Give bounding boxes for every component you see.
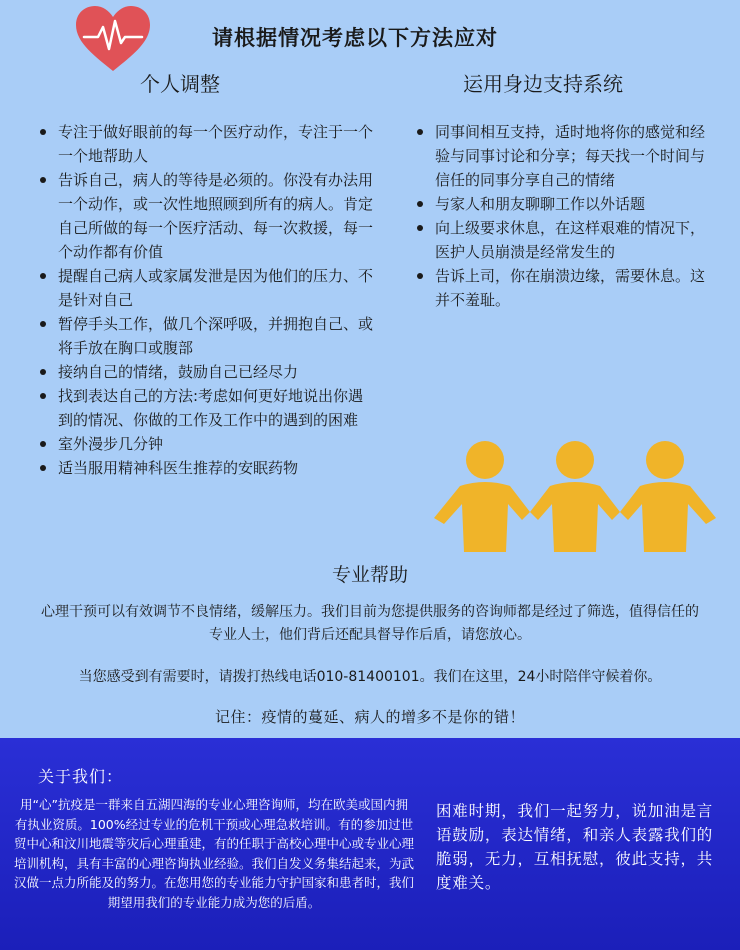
list-item: 专注于做好眼前的每一个医疗动作，专注于一个一个地帮助人 (36, 120, 376, 168)
list-item: 同事间相互支持，适时地将你的感觉和经验与同事讨论和分享；每天找一个时间与信任的同事分享自己的情绪 (413, 120, 713, 192)
list-item: 提醒自己病人或家属发泄是因为他们的压力、不是针对自己 (36, 264, 376, 312)
list-item: 室外漫步几分钟 (36, 432, 376, 456)
reminder-text: 记住：疫情的蔓延、病人的增多不是你的错！ (214, 708, 525, 726)
list-item: 找到表达自己的方法:考虑如何更好地说出你遇到的情况、你做的工作及工作中的遇到的困难 (36, 384, 376, 432)
about-section (0, 738, 740, 950)
list-item: 适当服用精神科医生推荐的安眠药物 (36, 456, 376, 480)
list-item: 暂停手头工作，做几个深呼吸，并拥抱自己、或将手放在胸口或腹部 (36, 312, 376, 360)
hotline-paragraph: 当您感受到有需要时，请拨打热线电话010-81400101。我们在这里，24小时陪伴守候着你。 (78, 669, 662, 685)
support-list (413, 120, 713, 312)
about-text: 用“心”抗疫是一群来自五湖四海的专业心理咨询师，均在欧美或国内拥有执业资质。100%经过专业的危机干预或心理急救培训。有的参加过世贸中心和汶川地震等灾后心理重建，有的任职于高校心理中心或专业心理培训机构，具有丰富的心理咨询执业经验。我们自发义务集结起来，为武汉做一点力所能及的努力。在您用您的专业能力守护国家和患者时，我们期望用我们的专业能力成为您的后盾。 (14, 797, 415, 910)
support-heading: 运用身边支持系统 (463, 72, 623, 96)
list-item: 与家人和朋友聊聊工作以外话题 (413, 192, 713, 216)
list-item: 向上级要求休息，在这样艰难的情况下，医护人员崩溃是经常发生的 (413, 216, 713, 264)
list-item: 告诉上司，你在崩溃边缘，需要休息。这并不羞耻。 (413, 264, 713, 312)
professional-paragraph: 心理干预可以有效调节不良情绪，缓解压力。我们目前为您提供服务的咨询师都是经过了筛选，值得信任的专业人士，他们背后还配具督导作后盾，请您放心。 (41, 604, 699, 643)
page-title: 请根据情况考虑以下方法应对 (212, 26, 498, 50)
slogan-text: 困难时期，我们一起努力，说加油是言语鼓励，表达情绪，和亲人表露我们的脆弱，无力，互相抚慰，彼此支持，共度难关。 (436, 802, 714, 892)
professional-heading: 专业帮助 (331, 564, 408, 586)
heart-pulse-icon (74, 5, 152, 73)
people-holding-hands-icon (430, 440, 720, 552)
personal-list (36, 120, 376, 480)
personal-heading: 个人调整 (140, 72, 220, 96)
about-heading: 关于我们： (38, 767, 124, 786)
list-item: 告诉自己，病人的等待是必须的。你没有办法用一个动作，或一次性地照顾到所有的病人。肯定自己所做的每一个医疗活动、每一次救援，每一个动作都有价值 (36, 168, 376, 264)
list-item: 接纳自己的情绪，鼓励自己已经尽力 (36, 360, 376, 384)
